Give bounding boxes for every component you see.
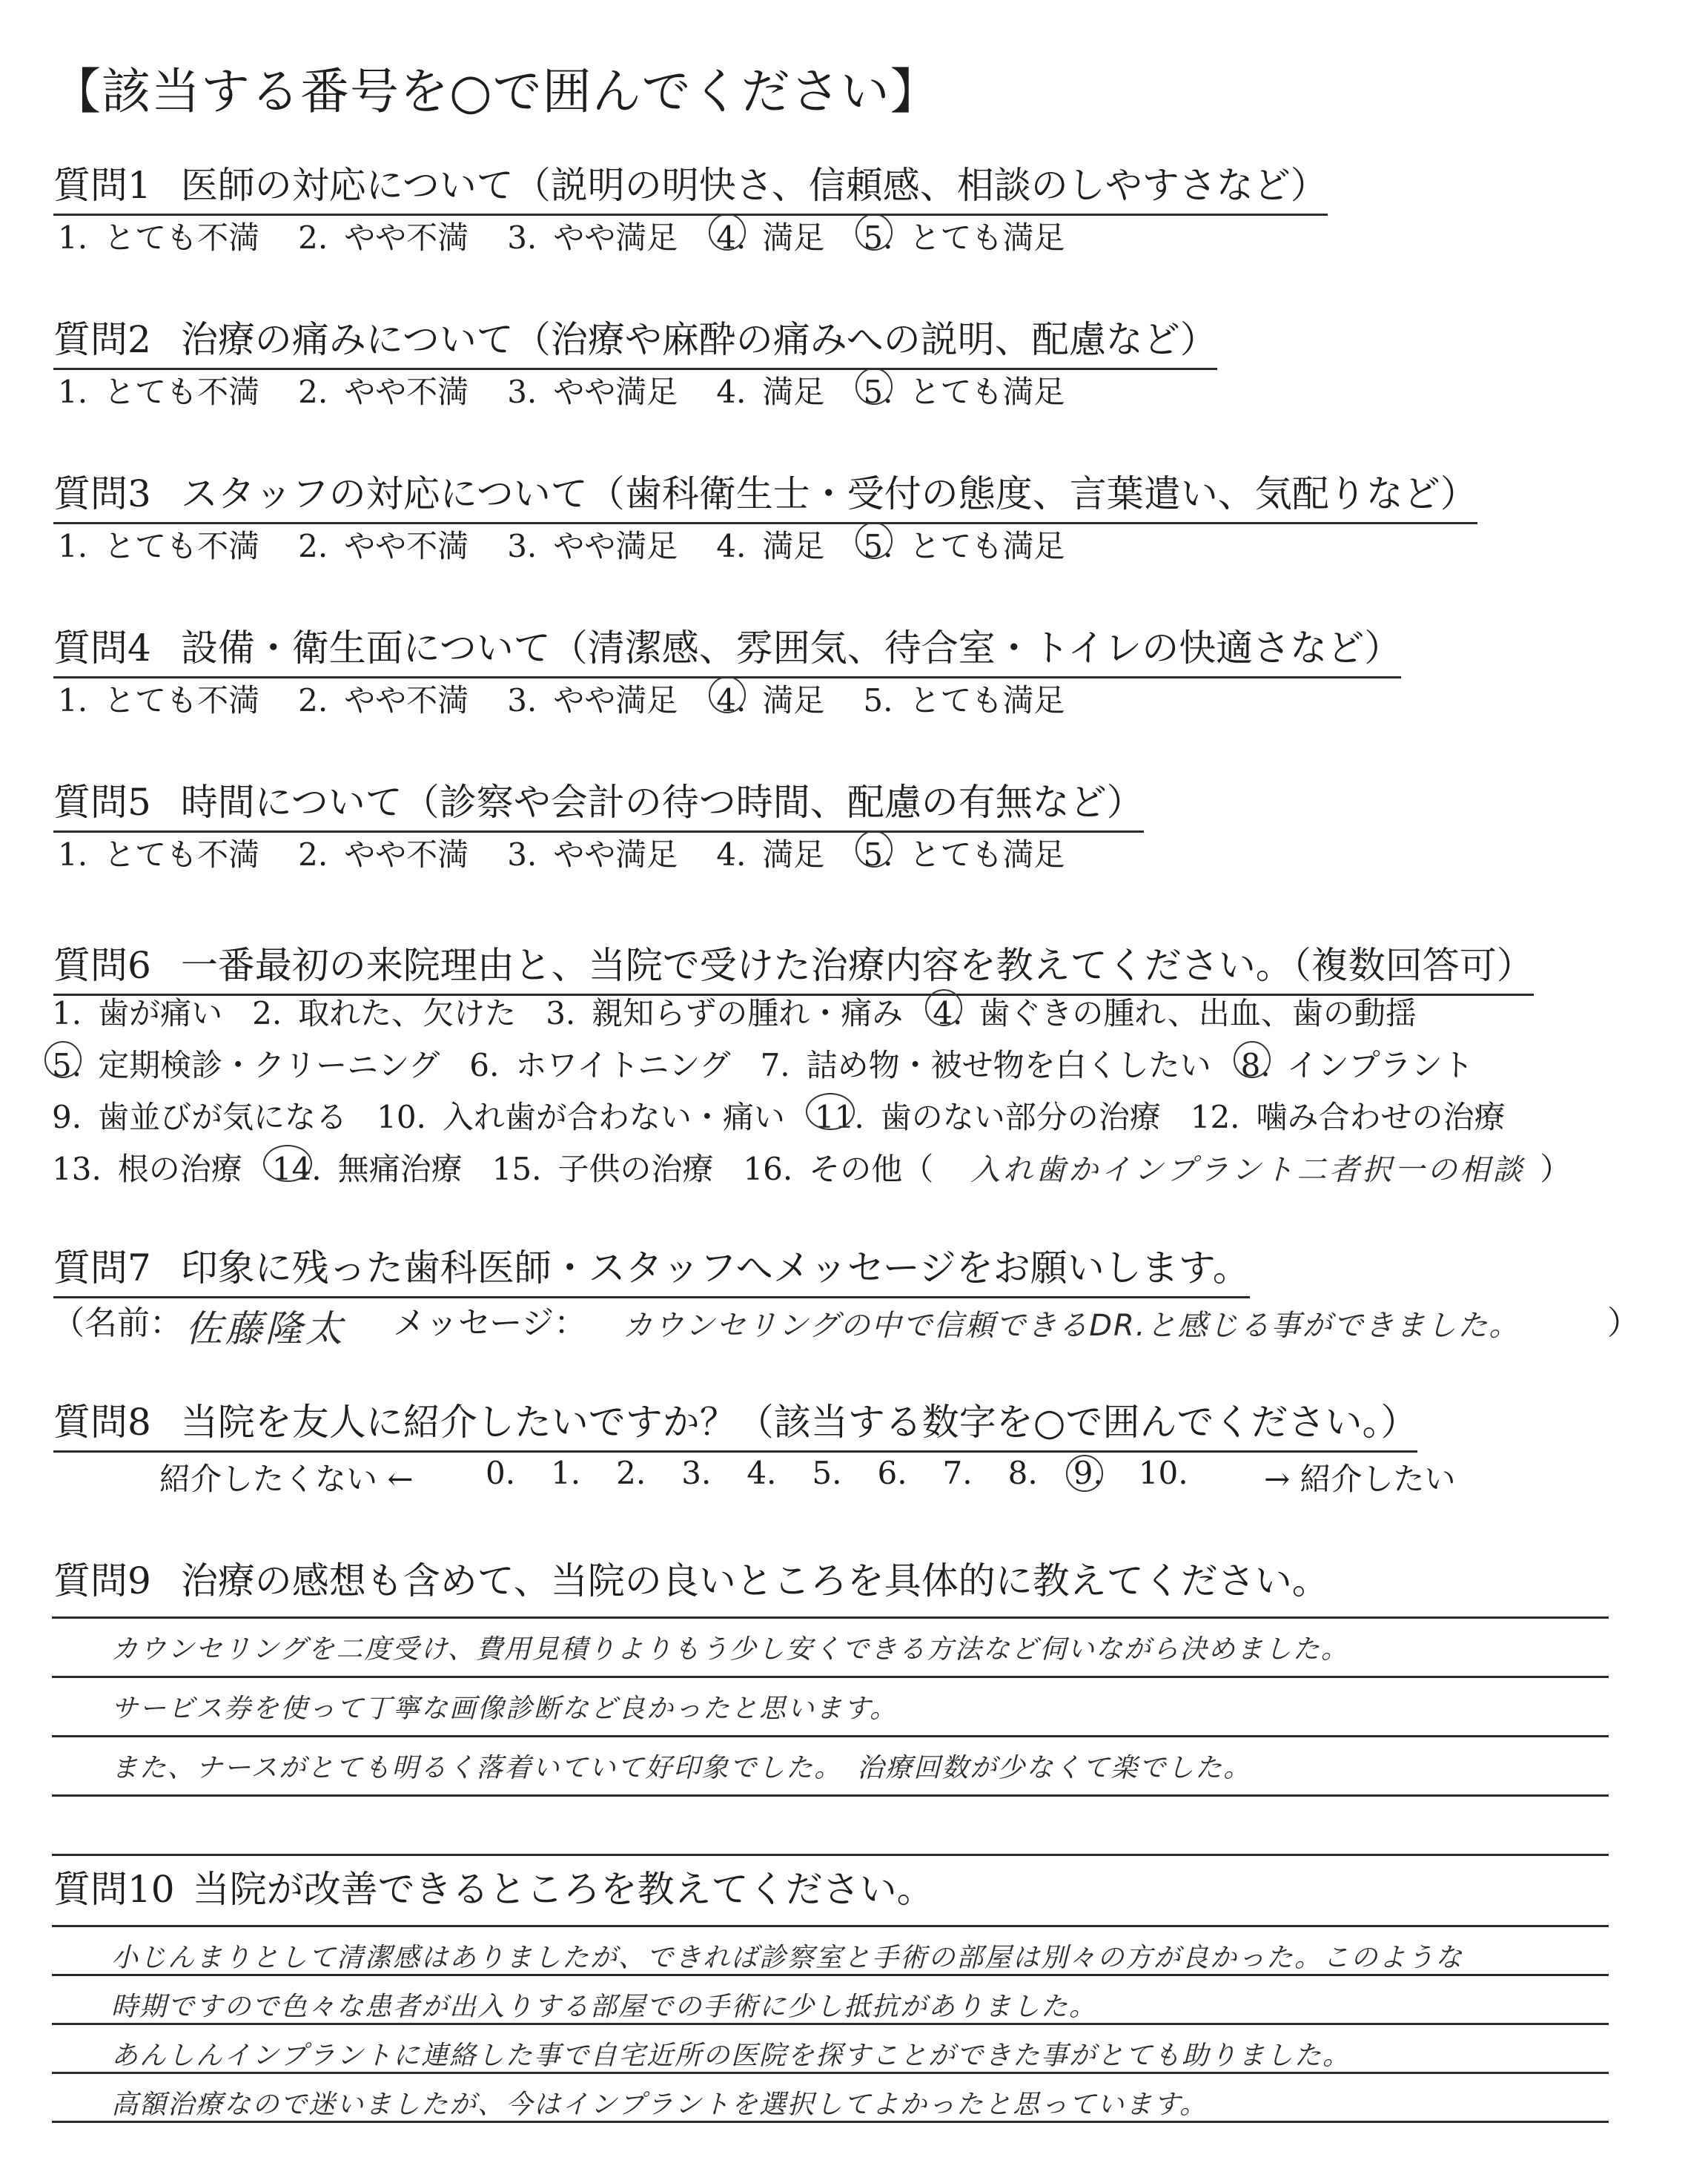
option-number: 3. [507, 219, 537, 256]
q6-option-15[interactable] [492, 1145, 714, 1189]
q8-scale-option-4[interactable] [747, 1455, 776, 1491]
answer-option-4[interactable] [716, 522, 824, 567]
q6-option-5[interactable] [52, 1041, 440, 1086]
question-number: 質問8 [53, 1401, 151, 1444]
option-label: 詰め物・被せ物を白くしたい [806, 1047, 1211, 1083]
q9-rule-line [52, 1676, 1609, 1678]
option-label: とても満足 [909, 528, 1065, 564]
q6-option-7[interactable] [761, 1041, 1211, 1086]
q6-option-4[interactable] [933, 989, 1417, 1034]
option-number: 4. [716, 374, 747, 410]
q7-message-label: メッセージ： [393, 1304, 587, 1342]
question-number: 質問7 [53, 1246, 151, 1289]
option-label: 入れ歯が合わない・痛い [442, 1099, 785, 1135]
option-number: 0. [486, 1455, 516, 1491]
option-number: 9. [1073, 1455, 1103, 1491]
option-number: 4. [716, 219, 747, 256]
answer-option-2[interactable] [298, 368, 469, 412]
option-number: 5. [863, 528, 893, 564]
option-label: 歯が痛い [98, 995, 223, 1031]
option-label: やや不満 [344, 219, 469, 256]
option-label: とても満足 [909, 682, 1065, 719]
question-8-heading [53, 1393, 1417, 1453]
option-number: 10. [377, 1099, 426, 1135]
answer-options [58, 522, 1103, 567]
q6-option-2[interactable] [252, 989, 516, 1034]
q8-left-label: 紹介したくない ← [159, 1461, 414, 1497]
option-label: 満足 [762, 528, 825, 564]
q6-option-12[interactable] [1191, 1093, 1506, 1137]
instruction-header: 【該当する番号を○で囲んでください】 [52, 63, 940, 120]
answer-option-1[interactable] [58, 214, 259, 258]
answer-option-1[interactable] [58, 830, 259, 875]
option-number: 2. [298, 836, 328, 873]
option-label: 根の治療 [117, 1151, 242, 1187]
answer-option-3[interactable] [507, 676, 678, 721]
question-1-heading [53, 156, 1328, 216]
option-number: 3. [507, 374, 537, 410]
q6-option-9[interactable] [52, 1093, 347, 1137]
answer-option-3[interactable] [507, 830, 678, 875]
answer-option-1[interactable] [58, 522, 259, 567]
q8-scale-option-2[interactable] [616, 1455, 646, 1491]
option-number: 9. [52, 1099, 82, 1135]
option-label: 満足 [762, 836, 825, 873]
answer-options [58, 214, 1103, 258]
answer-option-5[interactable] [863, 214, 1065, 258]
option-number: 5. [52, 1047, 82, 1083]
q7-name-label: （名前： [52, 1304, 182, 1342]
q9-rule-line [52, 1616, 1609, 1619]
option-number: 13. [52, 1151, 102, 1187]
answer-option-5[interactable] [863, 368, 1065, 412]
option-number: 5. [863, 374, 893, 410]
q9-rule-line [52, 1854, 1609, 1856]
q6-other-close: ） [1540, 1151, 1572, 1187]
option-number: 8. [1240, 1047, 1271, 1083]
option-label: とても満足 [909, 836, 1065, 873]
question-number: 質問1 [53, 164, 151, 207]
option-number: 5. [863, 219, 893, 256]
answer-options [58, 676, 1103, 721]
q10-rule-line [52, 1925, 1609, 1927]
option-number: 2. [298, 682, 328, 719]
q6-option-8[interactable] [1241, 1041, 1474, 1086]
option-label: やや不満 [344, 528, 469, 564]
answer-option-3[interactable] [507, 214, 678, 258]
option-label: 歯並びが気になる [98, 1099, 348, 1135]
question-6-heading [53, 936, 1534, 996]
option-number: 3. [507, 528, 537, 564]
q8-scale-option-8[interactable] [1008, 1455, 1038, 1491]
answer-option-1[interactable] [58, 676, 259, 721]
answer-option-4[interactable] [716, 214, 824, 258]
q10-answer-line[interactable]: あんしんインプラントに連絡した事で自宅近所の医院を探すことができた事がとても助りました。 [111, 2041, 1351, 2071]
q8-right-label: → 紹介したい [1264, 1461, 1456, 1497]
question-number: 質問4 [53, 627, 151, 670]
q6-option-16[interactable] [743, 1145, 933, 1189]
question-text: 時間について（診察や会計の待つ時間、配慮の有無など） [180, 781, 1144, 824]
question-5-heading [53, 773, 1144, 833]
option-label: 噛み合わせの治療 [1256, 1099, 1506, 1135]
q8-scale-option-9[interactable] [1073, 1455, 1103, 1491]
question-3-heading [53, 464, 1477, 524]
option-number: 4. [716, 836, 747, 873]
option-label: とても不満 [104, 836, 260, 873]
q8-scale-option-6[interactable] [877, 1455, 907, 1491]
option-number: 3. [507, 836, 537, 873]
option-number: 4. [933, 995, 963, 1031]
answer-option-5[interactable] [863, 522, 1065, 567]
question-text: 一番最初の来院理由と、当院で受けた治療内容を教えてください。（複数回答可） [180, 944, 1534, 987]
answer-option-4[interactable] [716, 830, 824, 875]
option-number: 1. [52, 995, 82, 1031]
option-label: 親知らずの腫れ・痛み [592, 995, 904, 1031]
answer-option-2[interactable] [298, 214, 469, 258]
answer-option-5[interactable] [863, 676, 1065, 721]
option-number: 2. [298, 374, 328, 410]
option-label: とても不満 [104, 682, 260, 719]
option-label: 子供の治療 [557, 1151, 714, 1187]
question-2-heading [53, 310, 1217, 370]
q6-option-row [52, 1041, 1503, 1086]
option-number: 6. [877, 1455, 907, 1491]
q8-scale-option-10[interactable] [1139, 1455, 1188, 1491]
option-number: 4. [716, 682, 747, 719]
q6-option-6[interactable] [469, 1041, 730, 1086]
q6-option-row [52, 989, 1446, 1034]
option-label: とても満足 [909, 374, 1065, 410]
question-number: 質問3 [53, 472, 151, 515]
q9-answer-line[interactable]: カウンセリングを二度受け、費用見積りよりもう少し安くできる方法など伺いながら決めました。 [111, 1634, 1349, 1665]
q9-rule-line [52, 1735, 1609, 1737]
q6-other-text[interactable]: 入れ歯かインプラント二者択一の相談 [970, 1153, 1526, 1187]
option-label: やや不満 [344, 836, 469, 873]
option-number: 15. [491, 1151, 542, 1187]
option-number: 2. [616, 1455, 646, 1491]
question-text: 治療の痛みについて（治療や麻酔の痛みへの説明、配慮など） [180, 318, 1217, 361]
option-label: ホワイトニング [515, 1047, 731, 1083]
question-10-heading [53, 1860, 934, 1913]
option-number: 1. [58, 682, 88, 719]
option-label: やや不満 [344, 682, 469, 719]
answer-option-1[interactable] [58, 368, 259, 412]
option-number: 1. [58, 219, 88, 256]
answer-option-4[interactable] [716, 368, 824, 412]
option-number: 3. [546, 995, 576, 1031]
question-text: 設備・衛生面について（清潔感、雰囲気、待合室・トイレの快適さなど） [180, 627, 1402, 670]
question-text: 医師の対応について（説明の明快さ、信頼感、相談のしやすさなど） [180, 164, 1328, 207]
option-number: 12. [1190, 1099, 1240, 1135]
q7-message-value[interactable]: カウンセリングの中で信頼できるDR.と感じる事ができました。 [623, 1309, 1520, 1343]
q6-option-row [52, 1093, 1535, 1137]
q6-option-3[interactable] [546, 989, 903, 1034]
option-number: 1. [58, 836, 88, 873]
option-label: 定期検診・クリーニング [98, 1047, 440, 1083]
q9-answer-line[interactable]: また、ナースがとても明るく落着いていて好印象でした。 治療回数が少なくて楽でした。 [111, 1753, 1252, 1783]
option-label: 歯ぐきの腫れ、出血、歯の動揺 [979, 995, 1417, 1031]
option-label: やや満足 [553, 374, 678, 410]
question-9-heading [53, 1551, 1329, 1605]
option-number: 1. [58, 528, 88, 564]
question-number: 質問2 [53, 318, 151, 361]
option-number: 10. [1138, 1455, 1188, 1491]
q6-option-13[interactable] [52, 1145, 242, 1189]
option-number: 2. [298, 219, 328, 256]
question-number: 質問9 [53, 1559, 151, 1602]
q6-option-10[interactable] [377, 1093, 785, 1137]
question-text: 印象に残った歯科医師・スタッフへメッセージをお願いします。 [180, 1246, 1250, 1289]
q6-option-14[interactable] [272, 1145, 463, 1189]
answer-option-2[interactable] [298, 522, 469, 567]
option-label: 満足 [762, 682, 825, 719]
q6-option-1[interactable] [52, 989, 222, 1034]
q9-answer-line[interactable]: サービス券を使って丁寧な画像診断など良かったと思います。 [111, 1694, 898, 1724]
question-4-heading [53, 618, 1401, 678]
question-text: 治療の感想も含めて、当院の良いところを具体的に教えてください。 [180, 1559, 1329, 1602]
option-number: 7. [760, 1047, 790, 1083]
option-number: 3. [681, 1455, 712, 1491]
option-label: 歯のない部分の治療 [880, 1099, 1161, 1135]
question-text: 当院が改善できるところを教えてください。 [192, 1868, 934, 1911]
q8-scale-option-1[interactable] [551, 1455, 580, 1491]
option-label: インプラント [1286, 1047, 1474, 1083]
answer-option-2[interactable] [298, 830, 469, 875]
option-number: 8. [1007, 1455, 1038, 1491]
option-label: とても満足 [909, 219, 1065, 256]
option-label: 無痛治療 [337, 1151, 463, 1187]
q9-rule-line [52, 1794, 1609, 1797]
option-number: 14. [271, 1151, 322, 1187]
option-number: 1. [551, 1455, 581, 1491]
q8-scale-option-3[interactable] [681, 1455, 711, 1491]
answer-option-5[interactable] [863, 830, 1065, 875]
option-number: 6. [469, 1047, 500, 1083]
answer-option-2[interactable] [298, 676, 469, 721]
q10-answer-line[interactable]: 時期ですので色々な患者が出入りする部屋での手術に少し抵抗がありました。 [111, 1992, 1098, 2022]
q6-option-row [52, 1145, 1571, 1189]
option-number: 16. [743, 1151, 793, 1187]
option-number: 4. [716, 528, 747, 564]
option-number: 7. [942, 1455, 973, 1491]
q8-scale-option-0[interactable] [486, 1455, 515, 1491]
q7-name-value[interactable]: 佐藤隆太 [185, 1307, 345, 1350]
option-number: 1. [58, 374, 88, 410]
q8-scale-option-7[interactable] [943, 1455, 973, 1491]
option-label: やや満足 [553, 528, 678, 564]
option-number: 5. [812, 1455, 842, 1491]
option-number: 2. [298, 528, 328, 564]
answer-options [58, 368, 1103, 412]
option-number: 5. [863, 836, 893, 873]
option-label: やや満足 [553, 836, 678, 873]
q7-close-paren: ） [1607, 1304, 1640, 1342]
question-text: スタッフの対応について（歯科衛生士・受付の態度、言葉遣い、気配りなど） [180, 472, 1477, 515]
option-number: 11. [814, 1099, 864, 1135]
answer-options [58, 830, 1103, 875]
q8-scale-option-5[interactable] [812, 1455, 841, 1491]
option-label: とても不満 [104, 528, 260, 564]
answer-option-3[interactable] [507, 368, 678, 412]
q10-answer-line[interactable]: 小じんまりとして清潔感はありましたが、できれば診察室と手術の部屋は別々の方が良かった。このような [111, 1943, 1464, 1973]
option-label: 満足 [762, 374, 825, 410]
option-label: その他（ [809, 1151, 934, 1187]
option-label: 取れた、欠けた [298, 995, 517, 1031]
option-label: とても不満 [104, 374, 260, 410]
option-label: やや満足 [553, 219, 678, 256]
option-label: やや不満 [344, 374, 469, 410]
option-number: 5. [863, 682, 893, 719]
option-label: とても不満 [104, 219, 260, 256]
option-number: 2. [252, 995, 282, 1031]
q6-option-11[interactable] [815, 1093, 1161, 1137]
question-number: 質問10 [53, 1868, 175, 1911]
answer-option-3[interactable] [507, 522, 678, 567]
option-label: やや満足 [553, 682, 678, 719]
option-number: 4. [747, 1455, 777, 1491]
question-number: 質問5 [53, 781, 151, 824]
option-label: 満足 [762, 219, 825, 256]
question-number: 質問6 [53, 944, 151, 987]
q8-scale-row [486, 1455, 1224, 1491]
question-text: 当院を友人に紹介したいですか？（該当する数字を○で囲んでください。） [180, 1401, 1418, 1444]
answer-option-4[interactable] [716, 676, 824, 721]
option-number: 3. [507, 682, 537, 719]
q10-answer-line[interactable]: 高額治療なので迷いましたが、今はインプラントを選択してよかったと思っています。 [111, 2090, 1208, 2120]
question-7-heading [53, 1238, 1250, 1298]
